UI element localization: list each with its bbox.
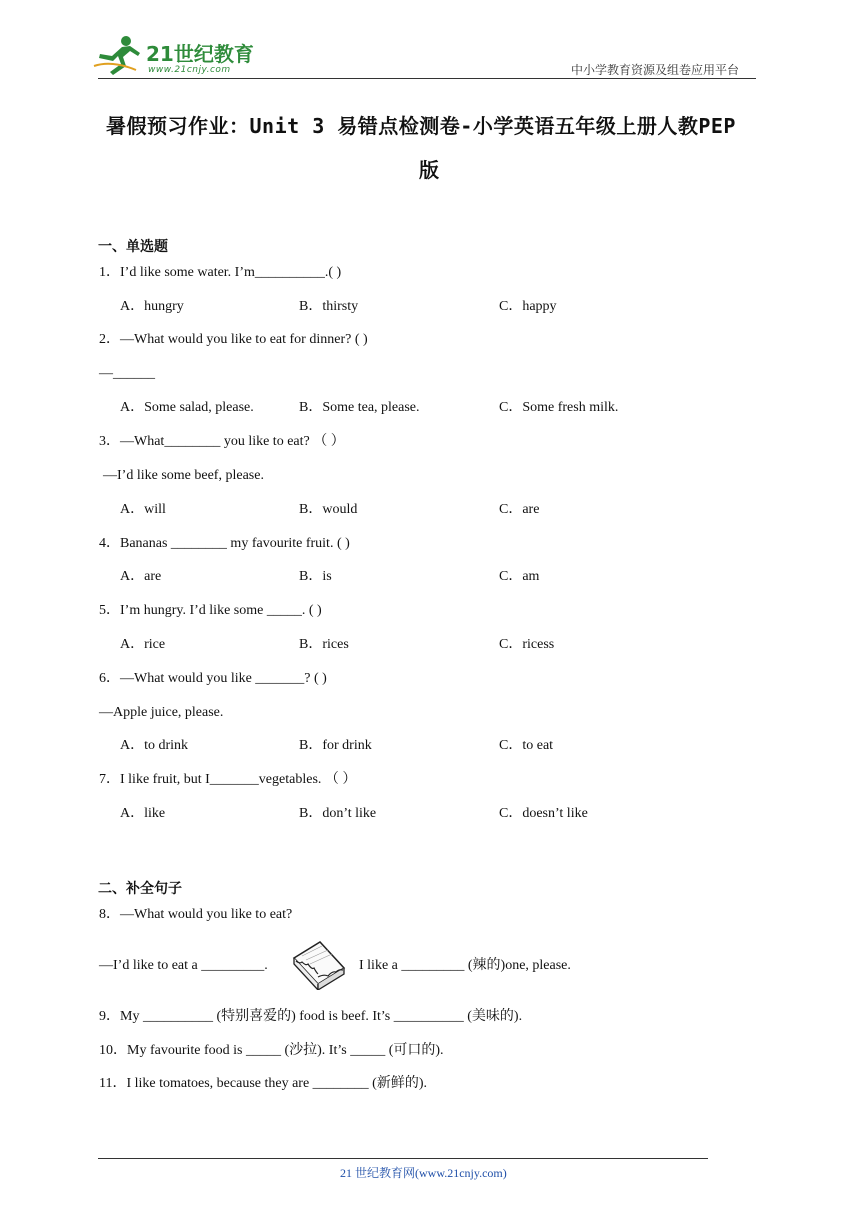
q7-option-a[interactable]: A．like bbox=[120, 806, 166, 821]
question-9: 9．My __________ (特别喜爱的) food is beef. It’s __________ (美味的). bbox=[99, 1009, 523, 1024]
q1-option-a[interactable]: A．hungry bbox=[120, 299, 184, 314]
logo-text: 21世纪教育 bbox=[146, 42, 254, 66]
question-7: 7．I like fruit, but I_______vegetables. （ ） bbox=[99, 772, 357, 787]
header-logo bbox=[92, 34, 262, 80]
question-8-right: I like a _________ (辣的)one, please. bbox=[359, 958, 571, 973]
footer-link[interactable]: 21 世纪教育网(www.21cnjy.com) bbox=[340, 1166, 507, 1180]
q1-option-b[interactable]: B．thirsty bbox=[299, 299, 359, 314]
question-6: 6．—What would you like _______? ( ) bbox=[99, 671, 327, 686]
page-title: 暑假预习作业：Unit 3 易错点检测卷-小学英语五年级上册人教PEP bbox=[106, 114, 736, 138]
q3-option-b[interactable]: B．would bbox=[299, 502, 358, 517]
q2-option-c[interactable]: C．Some fresh milk. bbox=[499, 400, 619, 415]
q2-option-a[interactable]: A．Some salad, please. bbox=[120, 400, 254, 415]
question-3: 3．—What________ you like to eat? （ ） bbox=[99, 434, 345, 449]
q2-option-b[interactable]: B．Some tea, please. bbox=[299, 400, 420, 415]
question-2: 2．—What would you like to eat for dinner? ( ) bbox=[99, 332, 368, 347]
sandwich-icon bbox=[288, 938, 350, 990]
logo-url: www.21cnjy.com bbox=[148, 65, 231, 75]
q4-option-b[interactable]: B．is bbox=[299, 569, 332, 584]
q7-option-b[interactable]: B．don’t like bbox=[299, 806, 377, 821]
question-8-left: —I’d like to eat a _________. bbox=[99, 958, 268, 973]
question-6-response: —Apple juice, please. bbox=[99, 705, 224, 720]
question-2-answer-line: —______ bbox=[99, 366, 155, 381]
q3-option-a[interactable]: A．will bbox=[120, 502, 166, 517]
q6-option-b[interactable]: B．for drink bbox=[299, 738, 372, 753]
q1-option-c[interactable]: C．happy bbox=[499, 299, 557, 314]
section-heading-complete-sentences: 二、补全句子 bbox=[98, 881, 182, 897]
page-title-line2: 版 bbox=[419, 158, 440, 182]
question-1: 1．I’d like some water. I’m__________.( ) bbox=[99, 265, 342, 280]
footer-rule bbox=[98, 1158, 708, 1159]
q6-option-a[interactable]: A．to drink bbox=[120, 738, 189, 753]
section-heading-single-choice: 一、单选题 bbox=[98, 239, 168, 255]
q6-option-c[interactable]: C．to eat bbox=[499, 738, 554, 753]
q3-option-c[interactable]: C．are bbox=[499, 502, 540, 517]
header-rule bbox=[98, 78, 756, 79]
q5-option-c[interactable]: C．ricess bbox=[499, 637, 555, 652]
q5-option-a[interactable]: A．rice bbox=[120, 637, 166, 652]
q4-option-a[interactable]: A．are bbox=[120, 569, 162, 584]
question-11: 11．I like tomatoes, because they are ________ (新鲜的). bbox=[99, 1076, 428, 1091]
q4-option-c[interactable]: C．am bbox=[499, 569, 540, 584]
question-8: 8．—What would you like to eat? bbox=[99, 907, 293, 922]
question-4: 4．Bananas ________ my favourite fruit. ( ) bbox=[99, 536, 350, 551]
question-10: 10．My favourite food is _____ (沙拉). It’s _____ (可口的). bbox=[99, 1043, 444, 1058]
question-5: 5．I’m hungry. I’d like some _____. ( ) bbox=[99, 603, 322, 618]
runner-logo-icon bbox=[92, 34, 144, 76]
q5-option-b[interactable]: B．rices bbox=[299, 637, 349, 652]
header-platform-text: 中小学教育资源及组卷应用平台 bbox=[571, 63, 740, 77]
q7-option-c[interactable]: C．doesn’t like bbox=[499, 806, 588, 821]
question-3-response: —I’d like some beef, please. bbox=[103, 468, 264, 483]
